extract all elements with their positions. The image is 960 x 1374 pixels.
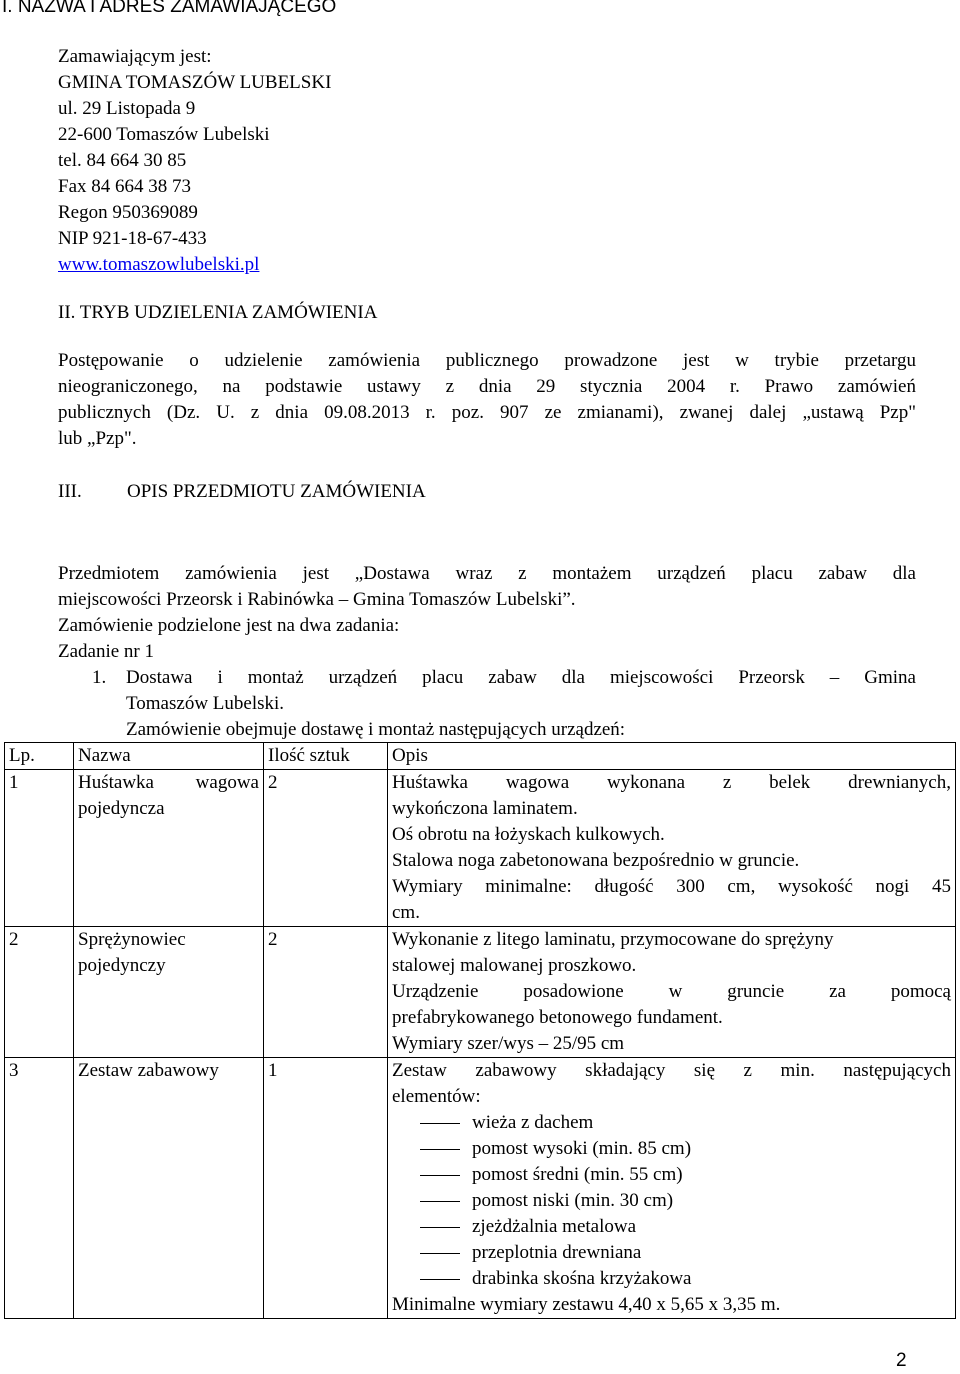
section-2-paragraph-line: Postępowanie o udzielenie zamówienia publicznego prowadzone jest w trybie przetargu (58, 350, 916, 371)
description-line: cm. (392, 902, 420, 923)
website-link[interactable]: www.tomaszowlubelski.pl (58, 254, 260, 275)
component-label: wieża z dachem (472, 1112, 594, 1133)
description-line: prefabrykowanego betonowego fundament. (392, 1007, 723, 1028)
description-line: Wymiary szer/wys – 25/95 cm (392, 1033, 625, 1054)
component-item (392, 1214, 951, 1240)
authority-name: GMINA TOMASZÓW LUBELSKI (58, 72, 332, 93)
description-line: Wykonanie z litego laminatu, przymocowane do sprężyny (392, 929, 834, 950)
row-name-line: Zestaw zabawowy (78, 1060, 219, 1081)
authority-phone: tel. 84 664 30 85 (58, 150, 187, 171)
table-row (5, 770, 956, 927)
dash-icon (420, 1149, 460, 1150)
description-line: Huśtawka wagowa wykonana z belek drewnianych, (392, 772, 951, 793)
row-lp: 3 (5, 1058, 74, 1319)
row-name (74, 770, 264, 927)
row-name-line: Sprężynowiec (78, 929, 186, 950)
description-line: Oś obrotu na łożyskach kulkowych. (392, 824, 665, 845)
page-number: 2 (896, 1350, 907, 1371)
description-line: Wymiary minimalne: długość 300 cm, wysokość nogi 45 (392, 876, 951, 897)
task-item-line: Dostawa i montaż urządzeń placu zabaw dla miejscowości Przeorsk – Gmina (126, 667, 916, 688)
table-row (5, 1058, 956, 1319)
row-qty: 2 (264, 927, 388, 1058)
component-label: drabinka skośna krzyżakowa (472, 1268, 692, 1289)
row-name-line: pojedyncza (78, 798, 165, 819)
section-2-paragraph-line: publicznych (Dz. U. z dnia 09.08.2013 r. poz. 907 ze zmianami), zwanej dalej „ustawą Pzp" (58, 402, 916, 423)
row-name-line: pojedynczy (78, 955, 166, 976)
component-item (392, 1110, 951, 1136)
task-item-number: 1. (92, 667, 107, 688)
scope-note: Zamówienie obejmuje dostawę i montaż następujących urządzeń: (126, 719, 626, 740)
row-description (388, 770, 956, 927)
description-line: Zestaw zabawowy składający się z min. następujących (392, 1060, 951, 1081)
row-name (74, 1058, 264, 1319)
section-2-paragraph-line: lub „Pzp". (58, 428, 137, 449)
header-lp: Lp. (5, 743, 74, 770)
component-item (392, 1162, 951, 1188)
row-name-line: Huśtawka wagowa (78, 772, 259, 793)
section-3-number: III. (58, 481, 82, 502)
authority-regon: Regon 950369089 (58, 202, 198, 223)
section-1-heading: I. NAZWA I ADRES ZAMAWIAJĄCEGO (2, 0, 337, 17)
component-item (392, 1266, 951, 1292)
table-header-row (5, 743, 956, 770)
header-name: Nazwa (74, 743, 264, 770)
component-item (392, 1136, 951, 1162)
component-item (392, 1188, 951, 1214)
row-description (388, 927, 956, 1058)
task-item-line: Tomaszów Lubelski. (126, 693, 285, 714)
row-lp: 1 (5, 770, 74, 927)
description-line: Urządzenie posadowione w gruncie za pomocą (392, 981, 951, 1002)
component-label: zjeżdżalnia metalowa (472, 1216, 637, 1237)
dash-icon (420, 1175, 460, 1176)
dash-icon (420, 1201, 460, 1202)
dash-icon (420, 1123, 460, 1124)
equipment-table (4, 742, 956, 1319)
description-line: stalowej malowanej proszkowo. (392, 955, 637, 976)
split-note: Zamówienie podzielone jest na dwa zadania: (58, 615, 400, 636)
authority-street: ul. 29 Listopada 9 (58, 98, 196, 119)
row-lp: 2 (5, 927, 74, 1058)
row-description (388, 1058, 956, 1319)
row-qty: 2 (264, 770, 388, 927)
component-label: pomost niski (min. 30 cm) (472, 1190, 674, 1211)
dash-icon (420, 1279, 460, 1280)
description-line: elementów: (392, 1086, 481, 1107)
description-line: wykończona laminatem. (392, 798, 578, 819)
table-row (5, 927, 956, 1058)
section-3-paragraph-line: Przedmiotem zamówienia jest „Dostawa wraz z montażem urządzeń placu zabaw dla (58, 563, 916, 584)
header-description: Opis (388, 743, 956, 770)
section-3-paragraph-line: miejscowości Przeorsk i Rabinówka – Gmina Tomaszów Lubelski”. (58, 589, 576, 610)
section-2-heading: II. TRYB UDZIELENIA ZAMÓWIENIA (58, 302, 378, 323)
section-3-heading: OPIS PRZEDMIOTU ZAMÓWIENIA (127, 481, 426, 502)
dash-icon (420, 1227, 460, 1228)
row-name (74, 927, 264, 1058)
component-label: pomost wysoki (min. 85 cm) (472, 1138, 692, 1159)
component-label: pomost średni (min. 55 cm) (472, 1164, 683, 1185)
contracting-authority-label: Zamawiającym jest: (58, 46, 212, 67)
header-qty: Ilość sztuk (264, 743, 388, 770)
authority-nip: NIP 921-18-67-433 (58, 228, 207, 249)
component-item (392, 1240, 951, 1266)
task-label: Zadanie nr 1 (58, 641, 155, 662)
authority-city: 22-600 Tomaszów Lubelski (58, 124, 270, 145)
authority-fax: Fax 84 664 38 73 (58, 176, 191, 197)
description-line: Stalowa noga zabetonowana bezpośrednio w gruncie. (392, 850, 800, 871)
dash-icon (420, 1253, 460, 1254)
row-qty: 1 (264, 1058, 388, 1319)
description-line: Minimalne wymiary zestawu 4,40 x 5,65 x 3,35 m. (392, 1294, 781, 1315)
component-label: przeplotnia drewniana (472, 1242, 642, 1263)
section-2-paragraph-line: nieograniczonego, na podstawie ustawy z dnia 29 stycznia 2004 r. Prawo zamówień (58, 376, 916, 397)
